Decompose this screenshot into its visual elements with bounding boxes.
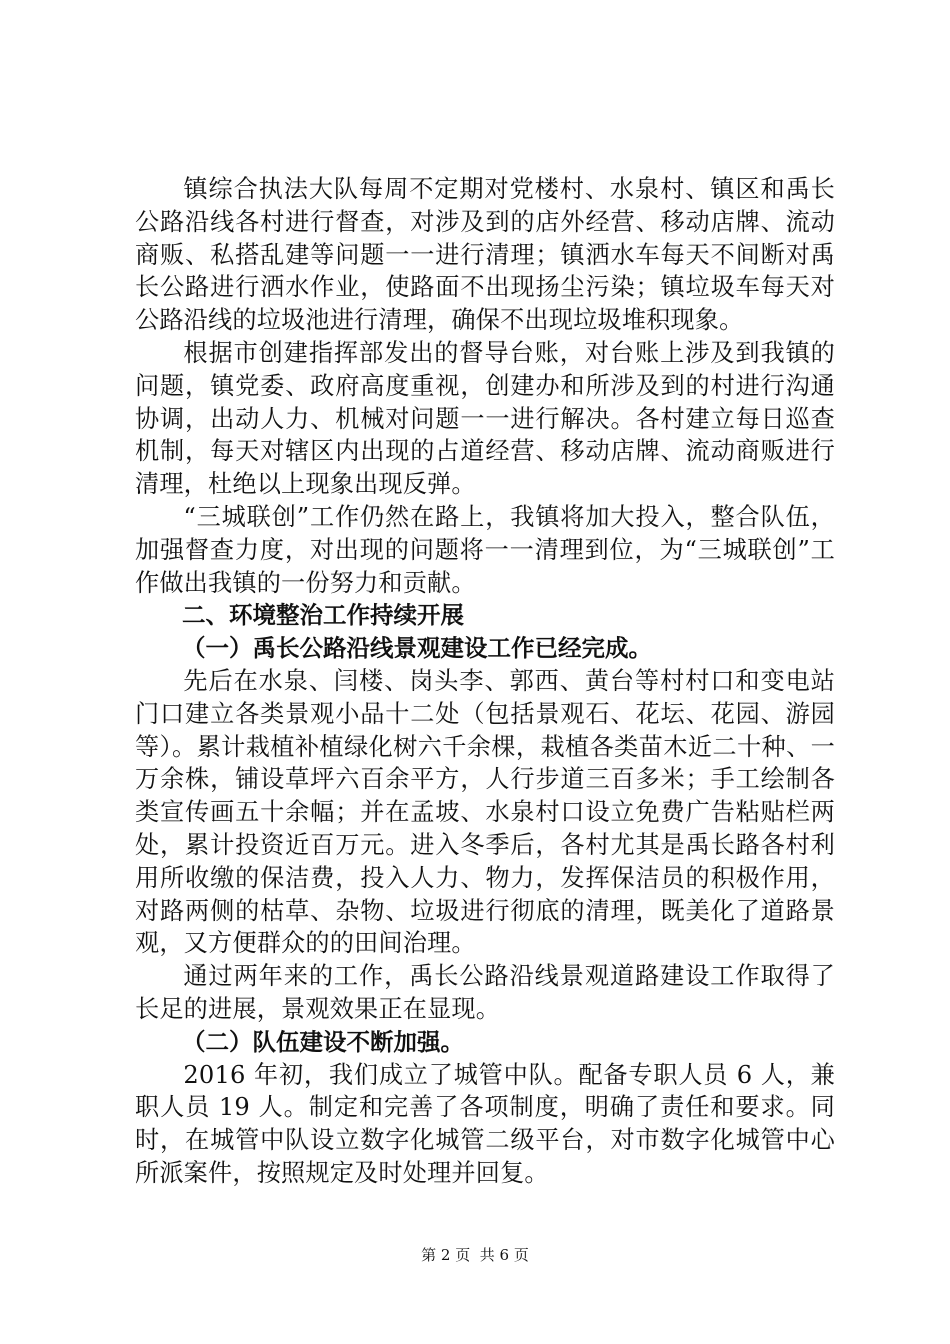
paragraph: 根据市创建指挥部发出的督导台账，对台账上涉及到我镇的问题，镇党委、政府高度重视，创建办和所涉及到的村进行沟通协调，出动人力、机械对问题一一进行解决。各村建立每日巡查机制，每天对辖区内出现的占道经营、移动店牌、流动商贩进行清理，杜绝以上现象出现反弹。	[135, 338, 835, 499]
paragraph: 通过两年来的工作，禹长公路沿线景观道路建设工作取得了长足的进展，景观效果正在显现。	[135, 962, 835, 1023]
document-body	[135, 173, 835, 1190]
paragraph: 镇综合执法大队每周不定期对党楼村、水泉村、镇区和禹长公路沿线各村进行督查，对涉及到的店外经营、移动店牌、流动商贩、私搭乱建等问题一一进行清理；镇洒水车每天不间断对禹长公路进行洒水作业，使路面不出现扬尘污染；镇垃圾车每天对公路沿线的垃圾池进行清理，确保不出现垃圾堆积现象。	[135, 175, 835, 335]
page-total: 共 6 页	[479, 1246, 529, 1264]
paragraph: “三城联创”工作仍然在路上，我镇将加大投入，整合队伍，加强督查力度，对出现的问题将一一清理到位，为“三城联创”工作做出我镇的一份努力和贡献。	[135, 502, 835, 597]
subsection-heading: （二）队伍建设不断加强。	[182, 1027, 464, 1056]
paragraph: 2016 年初，我们成立了城管中队。配备专职人员 6 人，兼职人员 19 人。制定和完善了各项制度，明确了责任和要求。同时，在城管中队设立数字化城管二级平台，对市数字化城管中心所派案件，按照规定及时处理并回复。	[135, 1060, 835, 1187]
paragraph: 先后在水泉、闫楼、岗头李、郭西、黄台等村村口和变电站门口建立各类景观小品十二处（包括景观石、花坛、花园、游园等）。累计栽植补植绿化树六千余棵，栽植各类苗木近二十种、一万余株，铺设草坪六百余平方，人行步道三百多米；手工绘制各类宣传画五十余幅；并在孟坡、水泉村口设立免费广告粘贴栏两处，累计投资近百万元。进入冬季后，各村尤其是禹长路各村利用所收缴的保洁费，投入人力、物力，发挥保洁员的积极作用，对路两侧的枯草、杂物、垃圾进行彻底的清理，既美化了道路景观，又方便群众的的田间治理。	[135, 666, 835, 958]
subsection-heading: （一）禹长公路沿线景观建设工作已经完成。	[182, 634, 652, 663]
page-number: 第 2 页	[421, 1246, 471, 1264]
page-footer	[0, 1245, 950, 1265]
section-heading: 二、环境整治工作持续开展	[182, 601, 464, 630]
